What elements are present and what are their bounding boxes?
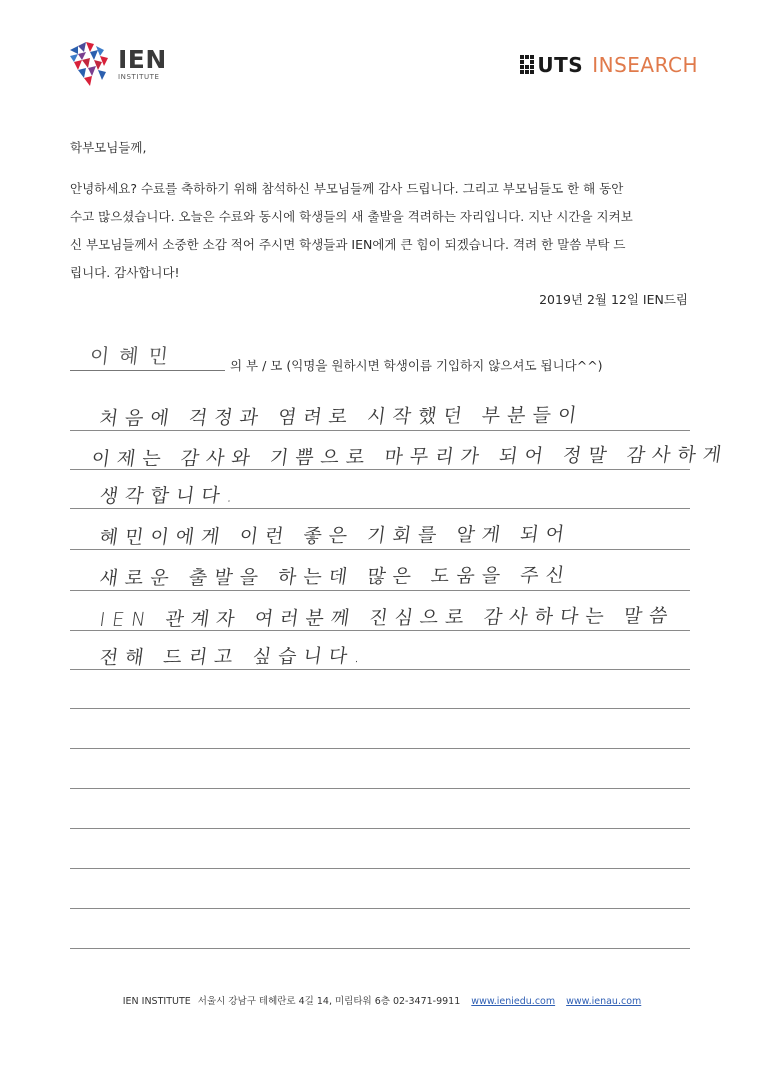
letter-body-line: 신 부모님들께서 소중한 소감 적어 주시면 학생들과 IEN에게 큰 힘이 되겠습니다. 격려 한 말씀 부탁 드 <box>70 237 626 252</box>
ruled-line <box>70 508 690 509</box>
handwritten-line: 생각합니다. <box>98 484 242 508</box>
footer-address: 서울시 강남구 테헤란로 4길 14, 미림타워 6층 02-3471-9911 <box>197 996 461 1007</box>
insearch-logo-text: INSEARCH <box>592 53 698 77</box>
ruled-line <box>70 708 690 709</box>
footer-link-ienau[interactable]: www.ienau.com <box>566 996 642 1007</box>
student-name-row <box>70 340 690 372</box>
letter-greeting: 학부모님들께, <box>70 140 147 155</box>
student-name-underline <box>70 370 225 371</box>
handwritten-line: 처음에 걱정과 염려로 시작했던 부분들이 <box>98 404 585 430</box>
letter-body-line: 수고 많으셨습니다. 오늘은 수료와 동시에 학생들의 새 출발을 격려하는 자리입니다. 지난 시간을 지켜보 <box>70 209 633 224</box>
handwritten-line: IEN 관계자 여러분께 진심으로 감사하다는 말씀 <box>98 604 676 632</box>
ruled-line <box>70 828 690 829</box>
handwritten-line: 혜민이에게 이런 좋은 기회를 알게 되어 <box>98 523 573 549</box>
footer-org: IEN INSTITUTE <box>122 996 191 1007</box>
handwritten-line: 새로운 출발을 하는데 많은 도움을 주신 <box>98 564 573 590</box>
letter-body-line: 안녕하세요? 수료를 축하하기 위해 참석하신 부모님들께 감사 드립니다. 그리고 부모님들도 한 해 동안 <box>70 181 624 196</box>
parent-label: 의 부 / 모 (익명을 원하시면 학생이름 기입하지 않으셔도 됩니다^^) <box>230 358 603 373</box>
handwritten-line: 전해 드리고 싶습니다. <box>98 645 369 669</box>
uts-insearch-logo <box>520 53 698 77</box>
ruled-line <box>70 868 690 869</box>
ien-triangle-mark-icon <box>70 42 112 86</box>
ruled-line <box>70 948 690 949</box>
letter-body <box>70 180 698 292</box>
letter-date-signature: 2019년 2월 12일 IEN드림 <box>539 292 688 307</box>
footer-link-ieniedu[interactable]: www.ieniedu.com <box>471 996 556 1007</box>
letter-body-line: 립니다. 감사합니다! <box>70 265 180 280</box>
uts-logo-text: UTS <box>537 53 584 77</box>
ruled-line <box>70 908 690 909</box>
student-name-handwritten: 이혜민 <box>88 344 180 368</box>
ruled-line <box>70 788 690 789</box>
footer <box>0 993 764 1007</box>
handwritten-line: 이제는 감사와 기쁨으로 마무리가 되어 정말 감사하게 <box>90 443 730 471</box>
ruled-line <box>70 748 690 749</box>
ien-logo-text: IEN <box>118 45 167 74</box>
ien-institute-logo <box>70 42 167 86</box>
ien-logo-subtext: INSTITUTE <box>118 73 160 81</box>
uts-grid-mark-icon <box>520 55 534 75</box>
